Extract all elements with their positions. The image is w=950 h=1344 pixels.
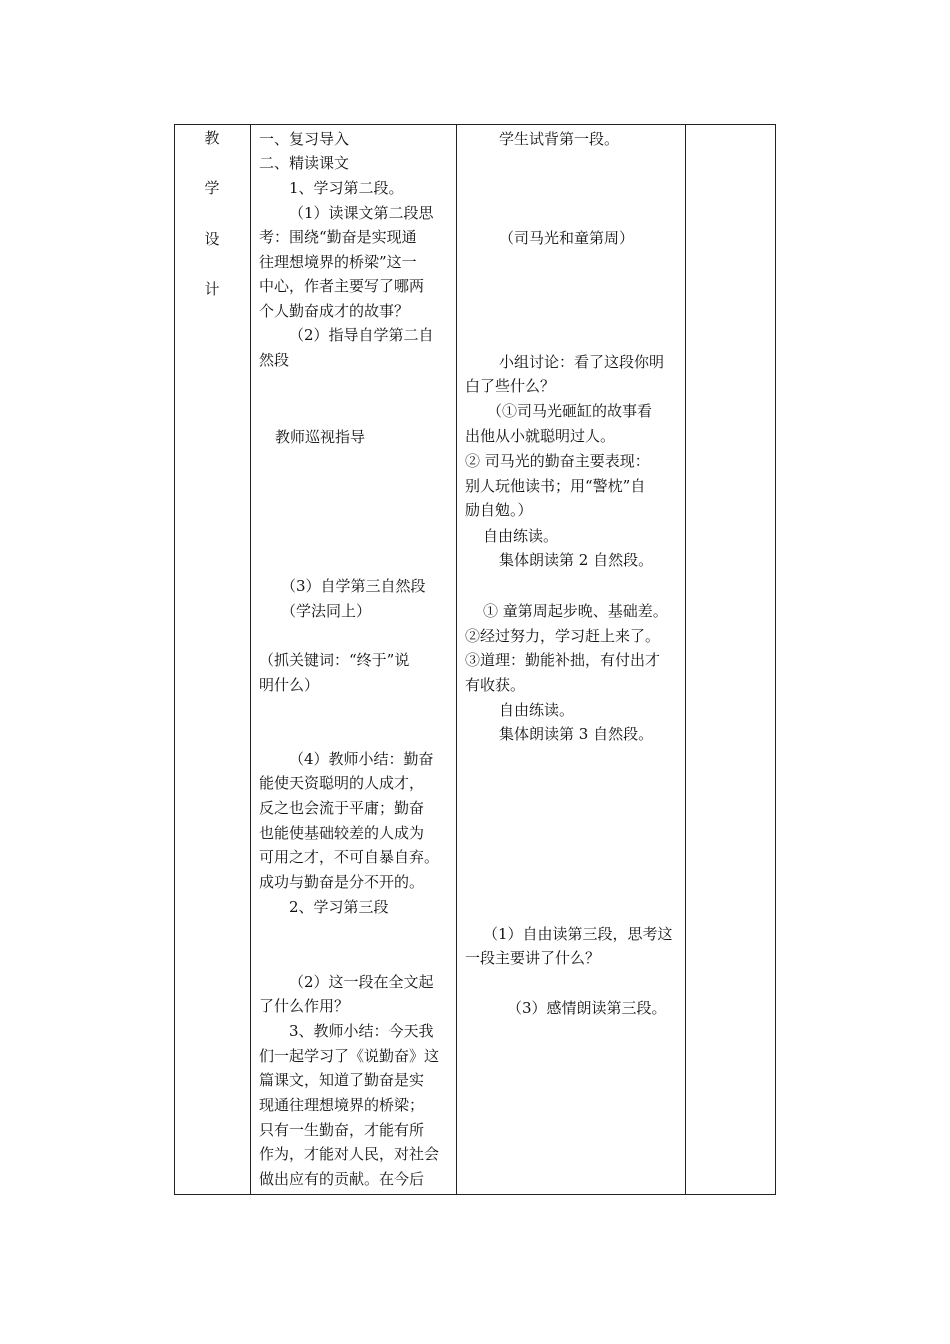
text-line: 教师巡视指导: [275, 428, 366, 446]
text-line: （1）自由读第三段，思考这: [483, 925, 673, 943]
text-line: 学生试背第一段。: [499, 130, 620, 148]
text-line: 个人勤奋成才的故事？: [259, 302, 410, 320]
text-line: （1）读课文第二段思: [289, 204, 434, 222]
text-line: 有收获。: [465, 676, 526, 694]
text-line: 一段主要讲了什么？: [465, 949, 601, 967]
text-line: 中心，作者主要写了哪两: [259, 277, 425, 295]
text-line: （3）感情朗读第三段。: [507, 999, 667, 1017]
student-activities-cell: [457, 125, 685, 1194]
text-line: 2、学习第三段: [289, 898, 389, 916]
text-line: 考：围绕“勤奋是实现通: [259, 228, 417, 246]
text-line: 能使天资聪明的人成才，: [259, 774, 425, 792]
text-line: ② 司马光的勤奋主要表现：: [465, 452, 650, 470]
text-line: 然段: [259, 351, 290, 369]
text-line: （3）自学第三自然段: [281, 577, 426, 595]
text-line: （①司马光砸缸的故事看: [487, 402, 653, 420]
text-line: 一、复习导入: [259, 130, 350, 148]
text-line: 只有一生勤奋，才能有所: [259, 1121, 425, 1139]
text-line: 别人玩他读书；用“警枕”自: [465, 477, 646, 495]
text-line: 也能使基础较差的人成为: [259, 824, 425, 842]
section-label-cell: [175, 125, 250, 1194]
text-line: 篇课文，知道了勤奋是实: [259, 1071, 425, 1089]
text-line: 集体朗读第 2 自然段。: [499, 551, 654, 569]
text-line: （2）指导自学第二自: [289, 326, 434, 344]
text-line: 现通往理想境界的桥梁；: [259, 1096, 425, 1114]
text-line: （抓关键词：“终于”说: [259, 651, 410, 669]
notes-cell: [686, 125, 775, 1194]
text-line: ③道理：勤能补拙，有付出才: [465, 651, 661, 669]
section-label-char: 教: [204, 129, 220, 147]
text-line: 做出应有的贡献。在今后: [259, 1170, 425, 1188]
text-line: 小组讨论：看了这段你明: [499, 353, 665, 371]
text-line: 可用之才，不可自暴自弃。: [259, 848, 440, 866]
text-line: 明什么）: [259, 676, 320, 694]
text-line: 集体朗读第 3 自然段。: [499, 725, 654, 743]
text-line: 反之也会流于平庸；勤奋: [259, 799, 425, 817]
text-line: ②经过努力，学习赶上来了。: [465, 627, 661, 645]
text-line: （司马光和童第周）: [499, 229, 635, 247]
text-line: 自由练读。: [483, 527, 559, 545]
text-line: 3、教师小结：今天我: [289, 1022, 434, 1040]
lesson-plan-table: [174, 124, 776, 1195]
teacher-activities-cell: [251, 125, 456, 1194]
section-label-char: 学: [204, 179, 220, 197]
text-line: 们一起学习了《说勤奋》这: [259, 1047, 440, 1065]
text-line: 白了些什么？: [465, 377, 556, 395]
text-line: （学法同上）: [281, 602, 372, 620]
text-line: （4）教师小结：勤奋: [289, 750, 434, 768]
text-line: （2）这一段在全文起: [289, 973, 434, 991]
text-line: 1、学习第二段。: [289, 179, 404, 197]
text-line: 作为，才能对人民，对社会: [259, 1145, 440, 1163]
text-line: 自由练读。: [499, 701, 575, 719]
text-line: 励自勉。）: [465, 501, 533, 519]
text-line: 成功与勤奋是分不开的。: [259, 873, 425, 891]
section-label-char: 设: [204, 230, 220, 248]
text-line: 了什么作用？: [259, 997, 350, 1015]
section-label-char: 计: [204, 280, 220, 298]
text-line: 往理想境界的桥梁”这一: [259, 253, 417, 271]
text-line: 二、精读课文: [259, 154, 350, 172]
text-line: 出他从小就聪明过人。: [465, 427, 616, 445]
text-line: ① 童第周起步晚、基础差。: [483, 602, 668, 620]
